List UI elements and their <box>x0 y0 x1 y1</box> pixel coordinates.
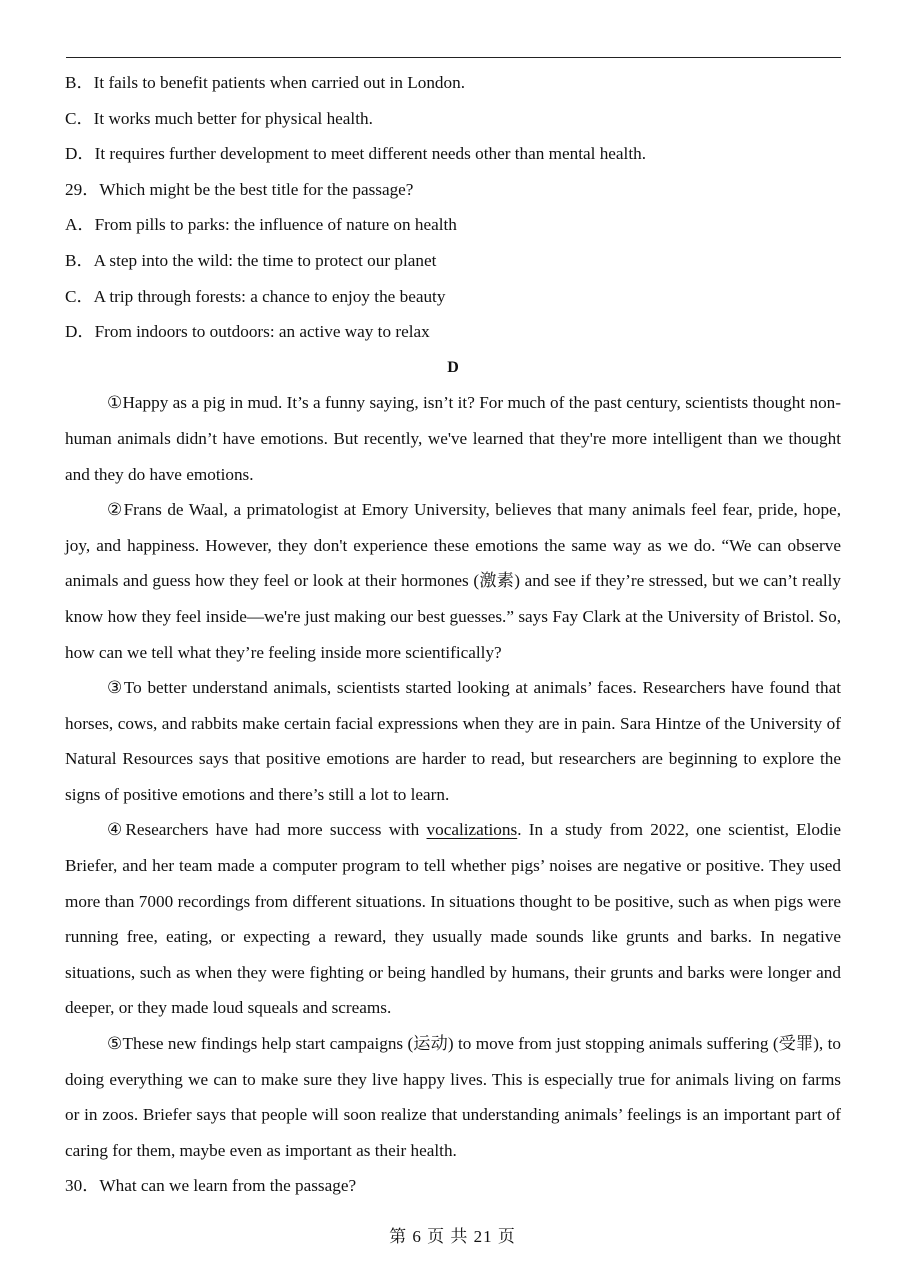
option-d-q28: D．It requires further development to meet different needs other than mental health. <box>65 144 646 164</box>
option-b-q28: B．It fails to benefit patients when carried out in London. <box>65 73 465 92</box>
paragraph-4 <box>65 812 841 1026</box>
page-number-footer: 第 6 页 共 21 页 <box>389 1227 516 1246</box>
paragraph-5: ⑤These new findings help start campaigns (运动) to move from just stopping animals suffering (受罪), to doing everything we can to make sure they live happy lives. This is especially true for animals living on farms or in zoos. Briefer says that people will soon realize that understanding animals’ feelings is an important part of caring for them, maybe even as important as their health. <box>65 1034 841 1160</box>
page-content <box>65 65 841 1204</box>
paragraph-3: ③To better understand animals, scientists started looking at animals’ faces. Researchers have found that horses, cows, and rabbits make certain facial expressions when they are in pain. Sara Hintze of the University of Natural Resources says that positive emotions are harder to read, but researchers are beginning to explore the signs of positive emotions and there’s still a lot to learn. <box>65 678 841 804</box>
paragraph-4-start: ④Researchers have had more success with <box>107 820 427 840</box>
option-c-q28: C．It works much better for physical health. <box>65 108 373 128</box>
option-b-q29: B．A step into the wild: the time to protect our planet <box>65 250 437 270</box>
question-30: 30．What can we learn from the passage? <box>65 1176 357 1196</box>
paragraph-4-rest: . In a study from 2022, one scientist, Elodie Briefer, and her team made a computer program to tell whether pigs’ noises are negative or positive. They used more than 7000 recordings from different situations. In situations thought to be positive, such as when pigs were running free, eating, or expecting a reward, they usually made sounds like grunts and barks. In negative situations, such as when they were fighting or being handled by humans, their grunts and barks were longer and deeper, or they made loud squeals and screams. <box>65 820 841 1018</box>
option-d-q29: D．From indoors to outdoors: an active way to relax <box>65 322 430 342</box>
section-title: D <box>447 358 459 376</box>
paragraph-2: ②Frans de Waal, a primatologist at Emory University, believes that many animals feel fear, pride, hope, joy, and happiness. However, they don't experience these emotions the same way as we do. “We can observe animals and guess how they feel or look at their hormones (激素) and see if they’re stressed, but we can’t really know how they feel inside—we're just making our best guesses.” says Fay Clark at the University of Bristol. So, how can we tell what they’re feeling inside more scientifically? <box>65 500 841 662</box>
option-c-q29: C．A trip through forests: a chance to enjoy the beauty <box>65 286 446 306</box>
underlined-word-vocalizations: vocalizations <box>426 820 518 840</box>
header-rule <box>66 57 841 58</box>
option-a-q29: A．From pills to parks: the influence of nature on health <box>65 215 457 235</box>
paragraph-1: ①Happy as a pig in mud. It’s a funny saying, isn’t it? For much of the past century, scientists thought non-human animals didn’t have emotions. But recently, we've learned that they're more intelligent than we thought and they do have emotions. <box>65 393 841 484</box>
question-29: 29．Which might be the best title for the passage? <box>65 179 414 199</box>
